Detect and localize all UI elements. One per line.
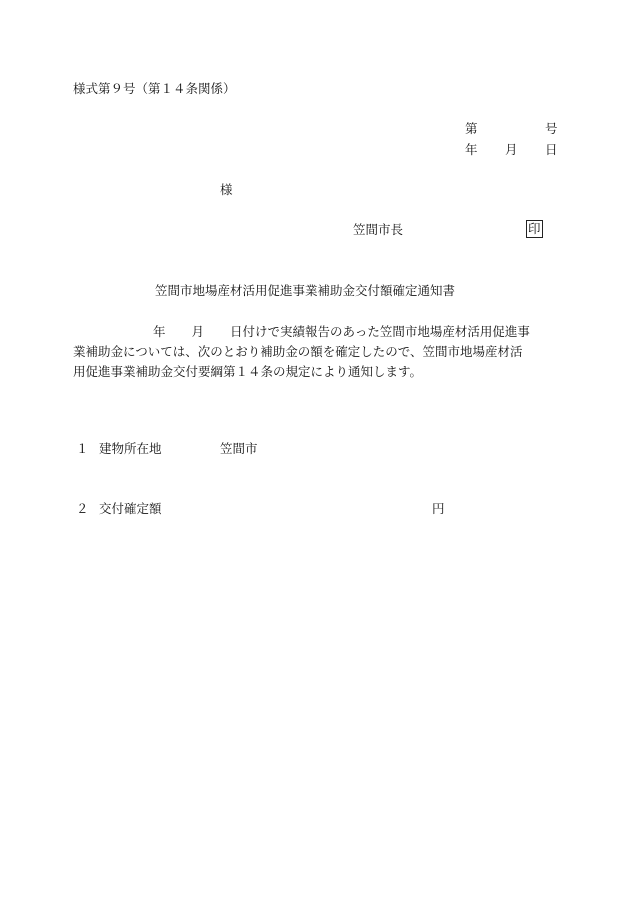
body-month-label: 月 — [191, 324, 205, 339]
item-1-value: 笠間市 — [220, 441, 258, 456]
body-line-3: 用促進事業補助金交付要綱第１４条の規定により通知します。 — [73, 364, 423, 379]
item-2-unit: 円 — [432, 501, 445, 516]
issuer-name: 笠間市長 — [353, 222, 404, 237]
body-year-label: 年 — [153, 324, 166, 339]
body-paragraph — [73, 322, 563, 382]
form-number: 様式第９号（第１４条関係） — [73, 81, 236, 96]
document-number-prefix: 第 — [465, 121, 478, 136]
item-1-number: １ — [76, 441, 89, 456]
body-line-1 — [73, 322, 563, 342]
item-1-label: 建物所在地 — [99, 441, 162, 456]
item-2-label: 交付確定額 — [99, 501, 162, 516]
date-month-label: 月 — [505, 142, 518, 157]
seal-mark: 印 — [528, 221, 541, 236]
body-line-2: 業補助金については、次のとおり補助金の額を確定したので、笠間市地場産材活 — [73, 344, 523, 359]
date-year-label: 年 — [465, 142, 478, 157]
addressee-honorific: 様 — [220, 182, 233, 197]
body-line-1-text: 日付けで実績報告のあった笠間市地場産材活用促進事 — [230, 324, 530, 339]
date-day-label: 日 — [545, 142, 558, 157]
document-number-suffix: 号 — [545, 121, 558, 136]
document-title: 笠間市地場産材活用促進事業補助金交付額確定通知書 — [155, 283, 456, 298]
item-2-number: ２ — [76, 501, 89, 516]
